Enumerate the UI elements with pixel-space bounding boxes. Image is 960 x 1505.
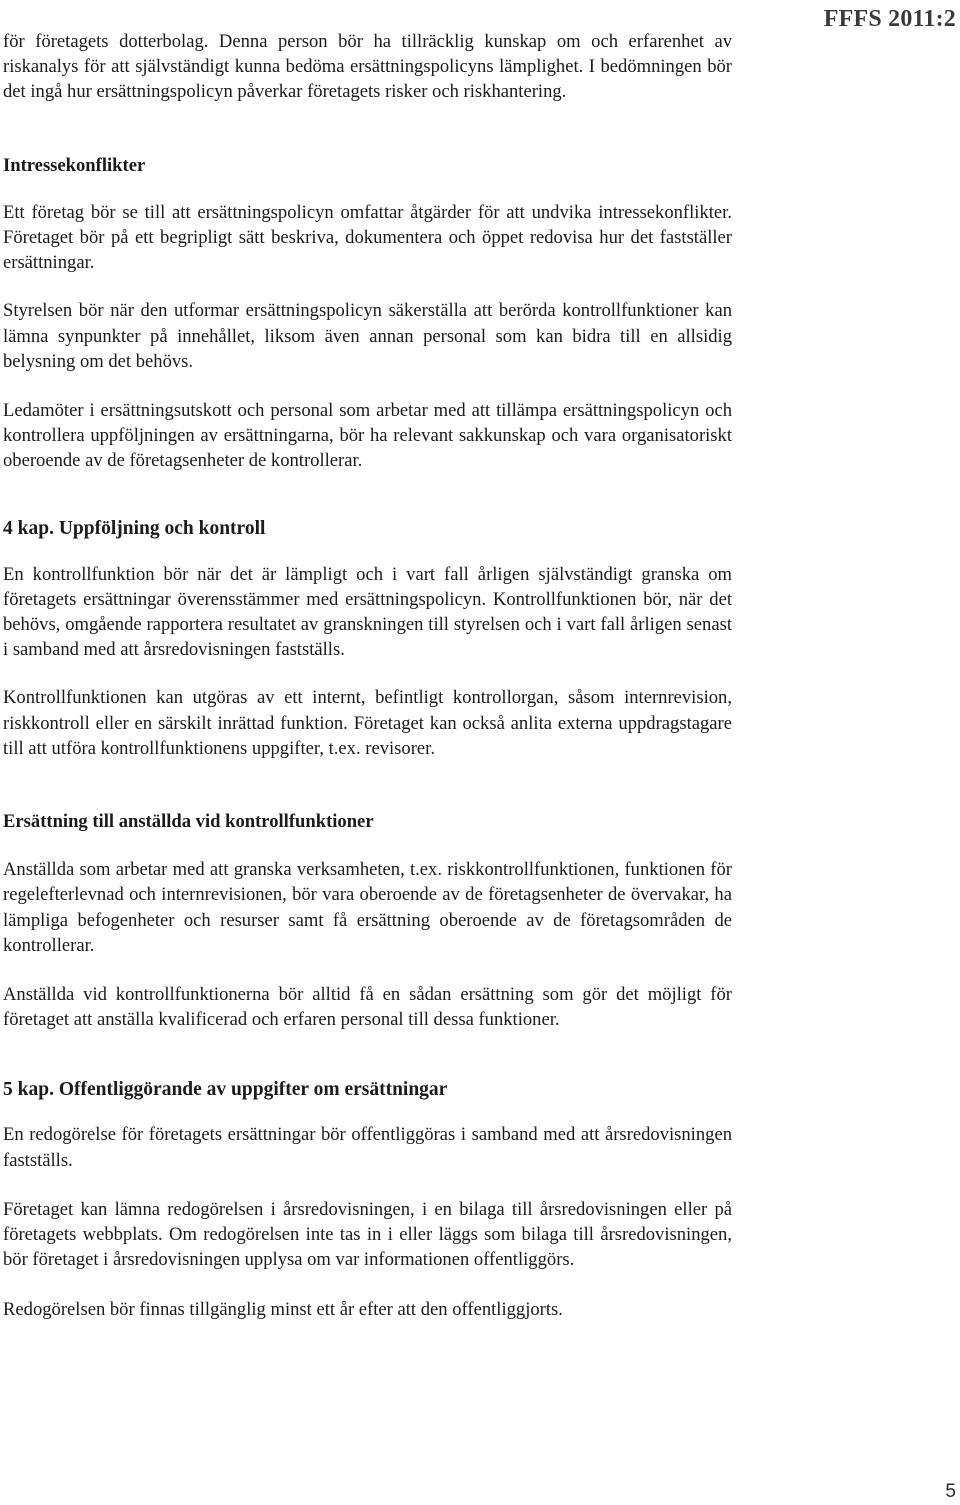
paragraph-conflicts-measures: Ett företag bör se till att ersättningspolicyn omfattar åtgärder för att undvika intressekonflikter. Företaget bör på ett begripligt sätt beskriva, dokumentera och öppet redovisa hur det fastställer ersättningar. [3, 201, 732, 274]
paragraph-control-staff-pay: Anställda vid kontrollfunktionerna bör alltid få en sådan ersättning som gör det möjligt för företaget att anställa kvalificerad och erfaren personal till dessa funktioner. [3, 984, 732, 1031]
page-number: 5 [945, 1481, 956, 1502]
paragraph-disclosure-location: Företaget kan lämna redogörelsen i årsredovisningen, i en bilaga till årsredovisningen eller på företagets webbplats. Om redogörelsen inte tas in i eller läggs som bilaga till årsredovisningen, bör företaget i årsredovisningen upplysa om var informationen offentliggörs. [3, 1198, 732, 1271]
paragraph-committee-members: Ledamöter i ersättningsutskott och personal som arbetar med att tillämpa ersättningspolicyn och kontrollera uppföljningen av ersättningarna, bör ha relevant sakkunskap och vara organisatoriskt oberoende av de företagsenheter de kontrollerar. [3, 400, 732, 472]
paragraph-control-function-forms: Kontrollfunktionen kan utgöras av ett internt, befintligt kontrollorgan, såsom internrevision, riskkontroll eller en särskilt inrättad funktion. Företaget kan också anlita externa uppdragstagare till att utföra kontrollfunktionens uppgifter, t.ex. revisorer. [3, 687, 732, 759]
heading-chapter-5: 5 kap. Offentliggörande av uppgifter om ersättningar [3, 1079, 448, 1101]
paragraph-disclosure-statement: En redogörelse för företagets ersättningar bör offentliggöras i samband med att årsredovisningen fastställs. [3, 1124, 732, 1171]
paragraph-control-staff-independence: Anställda som arbetar med att granska verksamheten, t.ex. riskkontrollfunktionen, funktionen för regelefterlevnad och internrevisionen, bör vara oberoende av de företagsenheter de övervakar, ha lämpliga befogenheter och resurser samt få ersättning oberoende av de företagsområden de kontrollerar. [3, 859, 732, 956]
heading-intressekonflikter: Intressekonflikter [3, 154, 146, 176]
document-body [3, 29, 732, 1322]
paragraph-disclosure-availability: Redogörelsen bör finnas tillgänglig minst ett år efter att den offentliggjorts. [3, 1298, 563, 1320]
document-reference: FFFS 2011:2 [823, 6, 956, 32]
heading-control-staff-remuneration: Ersättning till anställda vid kontrollfunktioner [3, 811, 374, 833]
paragraph-advisor-competence: för företagets dotterbolag. Denna person bör ha tillräcklig kunskap om och erfarenhet av riskanalys för att självständigt kunna bedöma ersättningspolicyns lämplighet. I bedömningen bör det ingå hur ersättningspolicyn påverkar företagets risker och riskhantering. [3, 31, 732, 103]
paragraph-control-function-review: En kontrollfunktion bör när det är lämpligt och i vart fall årligen självständigt granska om företagets ersättningar överensstämmer med ersättningspolicyn. Kontrollfunktionen bör, när det behövs, omgående rapportera resultatet av granskningen till styrelsen och i vart fall årligen senast i samband med att årsredovisningen fastställs. [3, 563, 732, 661]
heading-chapter-4: 4 kap. Uppföljning och kontroll [3, 517, 266, 539]
paragraph-board-control-functions: Styrelsen bör när den utformar ersättningspolicyn säkerställa att berörda kontrollfunktioner kan lämna synpunkter på innehållet, liksom även annan personal som kan bidra till en allsidig belysning om det behövs. [3, 300, 732, 372]
